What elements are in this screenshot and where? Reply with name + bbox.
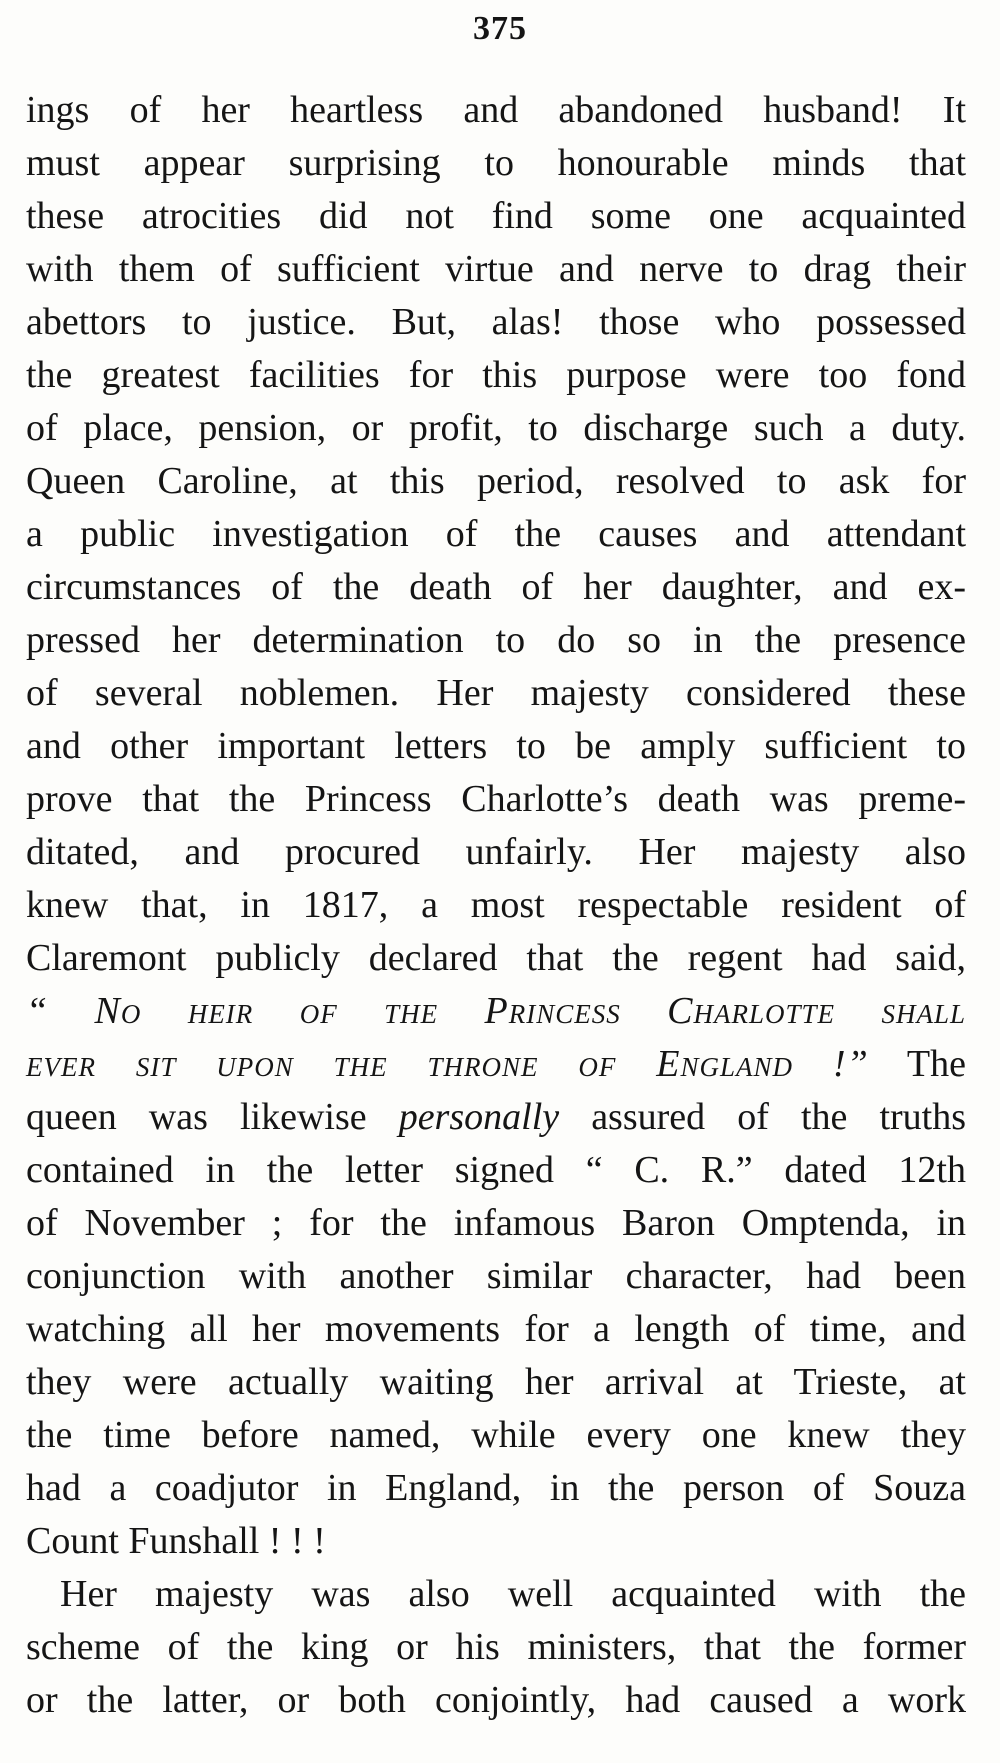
text-line: pressed her determination to do so in the presence xyxy=(26,619,966,661)
text-line: ings of her heartless and abandoned husband! It xyxy=(26,89,966,131)
quote-line xyxy=(26,1038,966,1091)
text-line: scheme of the king or his ministers, that the former xyxy=(26,1626,966,1668)
text-line: knew that, in 1817, a most respectable resident of xyxy=(26,884,966,926)
text-line: they were actually waiting her arrival at Trieste, at xyxy=(26,1361,966,1403)
text-fragment: assured of the truths xyxy=(559,1096,967,1138)
text-line: of several noblemen. Her majesty considered these xyxy=(26,672,966,714)
text-line: abettors to justice. But, alas! those who possessed xyxy=(26,301,966,343)
text-line: Her majesty was also well acquainted with the xyxy=(60,1573,966,1615)
text-line: watching all her movements for a length of time, and xyxy=(26,1308,966,1350)
text-line: Claremont publicly declared that the regent had said, xyxy=(26,937,966,979)
text-line: these atrocities did not find some one acquainted xyxy=(26,195,966,237)
emphasis-text: personally xyxy=(398,1096,560,1138)
text-line: had a coadjutor in England, in the person of Souza xyxy=(26,1467,966,1509)
quote-line xyxy=(26,985,966,1038)
text-line: with them of sufficient virtue and nerve to drag their xyxy=(26,248,966,290)
text-line: or the latter, or both conjointly, had caused a work xyxy=(26,1679,966,1721)
text-line: circumstances of the death of her daughter, and ex- xyxy=(26,566,966,608)
text-line: Queen Caroline, at this period, resolved to ask for xyxy=(26,460,966,502)
text-line: and other important letters to be amply sufficient to xyxy=(26,725,966,767)
text-line xyxy=(26,1091,966,1144)
quote-text: ever sit upon the throne of England !” xyxy=(26,1043,869,1085)
quote-text: “ No heir of the Princess Charlotte shall xyxy=(26,990,966,1032)
text-line: must appear surprising to honourable minds that xyxy=(26,142,966,184)
text-line: a public investigation of the causes and attendant xyxy=(26,513,966,555)
text-line: prove that the Princess Charlotte’s death was preme- xyxy=(26,778,966,820)
text-line: contained in the letter signed “ C. R.” dated 12th xyxy=(26,1149,966,1191)
text-line: of November ; for the infamous Baron Omptenda, in xyxy=(26,1202,966,1244)
page-number: 375 xyxy=(473,10,527,47)
text-line: the greatest facilities for this purpose were too fond xyxy=(26,354,966,396)
text-line: of place, pension, or profit, to discharge such a duty. xyxy=(26,407,966,449)
text-fragment: queen was likewise xyxy=(26,1096,399,1138)
text-line: ditated, and procured unfairly. Her majesty also xyxy=(26,831,966,873)
paragraph-end-line: Count Funshall ! ! ! xyxy=(26,1520,326,1562)
body-text xyxy=(26,84,966,1727)
text-fragment: The xyxy=(868,1043,966,1085)
text-line: conjunction with another similar character, had been xyxy=(26,1255,966,1297)
text-line: the time before named, while every one knew they xyxy=(26,1414,966,1456)
